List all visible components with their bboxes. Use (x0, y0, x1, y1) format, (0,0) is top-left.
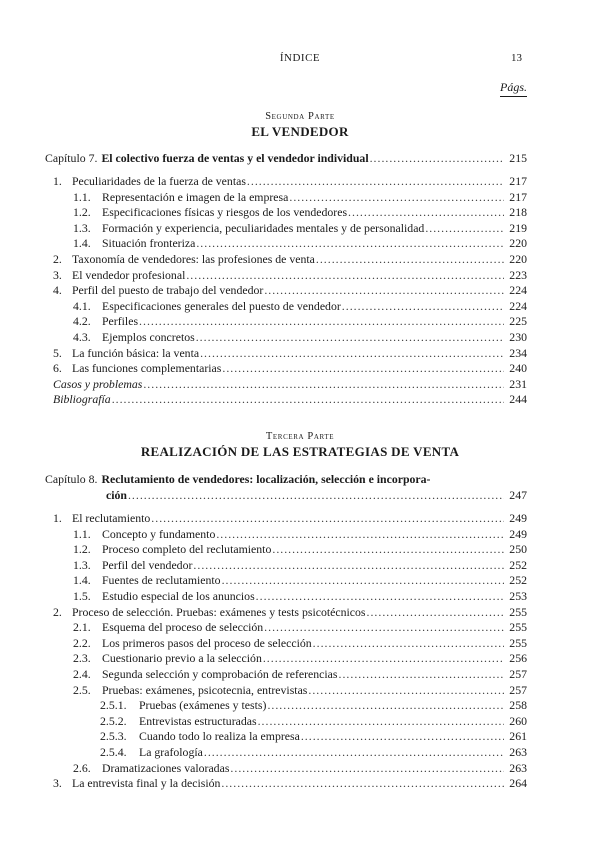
entry-number: 1.3. (73, 557, 91, 572)
entry-page: 224 (509, 298, 527, 313)
entry-page: 223 (509, 267, 527, 282)
dot-leader (313, 636, 504, 651)
entry-page: 220 (509, 252, 527, 266)
chapter-title: El colectivo fuerza de ventas y el vendedor individual (101, 151, 369, 165)
entry-page: 230 (509, 330, 527, 344)
entry-title: Especificaciones físicas y riesgos de los vendedores (102, 205, 348, 220)
dot-leader (222, 573, 504, 588)
chapter-page: 215 (509, 151, 527, 165)
dot-leader (200, 346, 504, 361)
entry-number: 2. (53, 604, 62, 619)
entry-title: Esquema del proceso de selección (102, 620, 264, 635)
entry-page: 249 (509, 511, 527, 525)
toc-entry[interactable] (53, 174, 527, 189)
entry-title: Taxonomía de vendedores: las profesiones de venta (72, 252, 315, 266)
entry-number: 1. (53, 511, 62, 525)
toc-entry[interactable] (53, 605, 527, 620)
toc-entry[interactable] (53, 511, 527, 526)
dot-leader (193, 558, 504, 573)
toc-entry[interactable] (73, 651, 527, 666)
toc-entry[interactable] (53, 268, 527, 283)
entry-page: 255 (509, 620, 527, 635)
dot-leader (196, 236, 504, 251)
entry-page: 252 (509, 573, 527, 588)
dot-leader (230, 761, 504, 776)
entry-page: 253 (509, 589, 527, 603)
dot-leader (139, 314, 504, 329)
toc-entry[interactable] (73, 573, 527, 588)
dot-leader (143, 377, 504, 392)
toc-entry[interactable] (73, 683, 527, 698)
entry-number: 5. (53, 345, 62, 360)
toc-entry[interactable] (53, 283, 527, 298)
part-title: REALIZACIÓN DE LAS ESTRATEGIAS DE VENTA (140, 444, 460, 459)
entry-title: La grafología (139, 745, 203, 759)
entry-page: 250 (509, 542, 527, 557)
entry-page: 218 (509, 205, 527, 220)
entry-number: 1.1. (73, 189, 91, 204)
entry-page: 263 (509, 745, 527, 759)
dot-leader (342, 299, 504, 314)
entry-title: Perfiles (102, 314, 139, 329)
chapter-title: Reclutamiento de vendedores: localización, selección e incorpora- (101, 472, 431, 486)
entry-number: 4.3. (73, 330, 91, 344)
entry-number: 2.3. (73, 651, 91, 666)
entry-number: 2.5. (73, 682, 91, 697)
toc-entry[interactable] (53, 252, 527, 267)
toc-entry[interactable] (100, 698, 527, 713)
entry-number: 1.4. (73, 573, 91, 588)
entry-page: 252 (509, 557, 527, 572)
entry-number: 2.5.4. (100, 745, 127, 759)
entry-page: 257 (509, 667, 527, 681)
entry-number: 6. (53, 361, 62, 376)
dot-leader (247, 174, 504, 189)
entry-title: Concepto y fundamento (102, 526, 216, 541)
toc-entry[interactable] (73, 527, 527, 542)
chapter-entry[interactable] (45, 151, 527, 166)
entry-page: 224 (509, 283, 527, 298)
entry-title: Representación e imagen de la empresa (102, 189, 289, 204)
toc-entry[interactable] (73, 761, 527, 776)
entry-page: 217 (509, 189, 527, 204)
part-label: Segunda Parte (265, 111, 335, 122)
entry-page: 255 (509, 635, 527, 650)
entry-title: Cuando todo lo realiza la empresa (139, 729, 300, 744)
chapter-prefix: Capítulo 8. (45, 472, 98, 486)
dot-leader (128, 488, 504, 503)
entry-page: 220 (509, 236, 527, 251)
dot-leader (186, 268, 504, 283)
entry-page: 256 (509, 651, 527, 666)
entry-page: 225 (509, 314, 527, 329)
entry-page: 255 (509, 604, 527, 619)
part-label: Tercera Parte (265, 431, 335, 442)
entry-number: 2. (53, 252, 62, 266)
toc-entry[interactable] (100, 729, 527, 744)
toc-entry[interactable] (73, 330, 527, 345)
entry-title: Cuestionario previo a la selección (102, 651, 262, 666)
entry-number: 3. (53, 776, 62, 791)
chapter-entry-line1[interactable] (45, 472, 430, 487)
dot-leader (339, 667, 504, 682)
part-title: EL VENDEDOR (251, 124, 349, 139)
dot-leader (367, 605, 504, 620)
dot-leader (256, 589, 504, 604)
entry-number: 1.4. (73, 236, 91, 251)
running-header-title: ÍNDICE (279, 52, 321, 64)
toc-entry[interactable] (73, 190, 527, 205)
chapter-title-cont: ción (106, 488, 127, 502)
entry-page: 249 (509, 526, 527, 541)
dot-leader (425, 221, 504, 236)
entry-number: 4.1. (73, 298, 91, 313)
chapter-entry-line2[interactable] (106, 488, 527, 503)
dot-leader (204, 745, 504, 760)
toc-entry[interactable] (73, 299, 527, 314)
dot-leader (264, 283, 504, 298)
dot-leader (264, 620, 504, 635)
toc-entry[interactable] (73, 314, 527, 329)
entry-title: Peculiaridades de la fuerza de ventas (72, 174, 246, 188)
toc-entry[interactable] (53, 392, 527, 407)
entry-page: 240 (509, 361, 527, 376)
entry-number: 1. (53, 174, 62, 188)
entry-number: 3. (53, 267, 62, 282)
entry-number: 1.3. (73, 220, 91, 235)
entry-page: 217 (509, 174, 527, 188)
toc-entry[interactable] (73, 620, 527, 635)
toc-entry[interactable] (73, 205, 527, 220)
entry-title: Perfil del vendedor (102, 557, 193, 572)
entry-title: Estudio especial de los anuncios (102, 589, 255, 603)
entry-page: 258 (509, 698, 527, 713)
entry-page: 219 (509, 220, 527, 235)
entry-title: Formación y experiencia, peculiaridades mentales y de personalidad (102, 220, 425, 235)
dot-leader (263, 651, 504, 666)
dot-leader (301, 729, 504, 744)
dot-leader (348, 205, 504, 220)
dot-leader (196, 330, 504, 345)
toc-entry[interactable] (73, 589, 527, 604)
dot-leader (308, 683, 504, 698)
entry-page: 264 (509, 776, 527, 791)
entry-title: Fuentes de reclutamiento (102, 573, 221, 588)
entry-number: 2.5.1. (100, 698, 127, 713)
entry-page: 261 (509, 729, 527, 744)
entry-number: 1.5. (73, 589, 91, 603)
entry-title: Proceso de selección. Pruebas: exámenes y tests psicotécnicos (72, 604, 366, 619)
dot-leader (272, 542, 504, 557)
page-number: 13 (511, 52, 522, 64)
dot-leader (267, 698, 504, 713)
entry-title: Proceso completo del reclutamiento (102, 542, 272, 557)
entry-page: 234 (509, 345, 527, 360)
toc-entry[interactable] (73, 558, 527, 573)
entry-page: 260 (509, 713, 527, 728)
toc-entry[interactable] (73, 236, 527, 251)
entry-title: Ejemplos concretos (102, 330, 195, 344)
toc-entry[interactable] (73, 221, 527, 236)
toc-entry[interactable] (53, 776, 527, 791)
entry-title: Situación fronteriza (102, 236, 196, 251)
entry-title: La función básica: la venta (72, 345, 200, 360)
entry-number: 2.4. (73, 667, 91, 681)
entry-title: Segunda selección y comprobación de referencias (102, 667, 338, 681)
entry-page: 263 (509, 760, 527, 775)
entry-title: Pruebas (exámenes y tests) (139, 698, 267, 713)
dot-leader (216, 527, 504, 542)
chapter-page: 247 (509, 488, 527, 502)
entry-number: 2.1. (73, 620, 91, 635)
dot-leader (258, 714, 504, 729)
dot-leader (316, 252, 504, 267)
entry-page: 257 (509, 682, 527, 697)
entry-title: Perfil del puesto de trabajo del vendedor (72, 283, 264, 298)
dot-leader (370, 151, 504, 166)
toc-entry[interactable] (100, 745, 527, 760)
toc-entry[interactable] (73, 667, 527, 682)
entry-number: 1.1. (73, 526, 91, 541)
toc-entry[interactable] (100, 714, 527, 729)
entry-title: Dramatizaciones valoradas (102, 760, 230, 775)
dot-leader (112, 392, 504, 407)
entry-title: Pruebas: exámenes, psicotecnia, entrevistas (102, 682, 308, 697)
toc-entry[interactable] (53, 377, 527, 392)
dot-leader (151, 511, 504, 526)
toc-entry[interactable] (53, 346, 527, 361)
entry-number: 4. (53, 283, 62, 298)
entry-title: Casos y problemas (53, 376, 143, 391)
entry-number: 2.5.3. (100, 729, 127, 744)
entry-number: 2.2. (73, 635, 91, 650)
entry-number: 2.6. (73, 760, 91, 775)
entry-title: Entrevistas estructuradas (139, 713, 257, 728)
entry-title: Bibliografía (53, 392, 111, 407)
pages-column-label: Págs. (500, 80, 527, 97)
entry-number: 1.2. (73, 542, 91, 557)
entry-title: Las funciones complementarias (72, 361, 222, 376)
entry-number: 4.2. (73, 314, 91, 329)
entry-title: El vendedor profesional (72, 267, 186, 282)
entry-title: El reclutamiento (72, 511, 151, 525)
toc-entry[interactable] (73, 542, 527, 557)
toc-entry[interactable] (73, 636, 527, 651)
chapter-prefix: Capítulo 7. (45, 151, 98, 165)
entry-title: Especificaciones generales del puesto de vendedor (102, 298, 341, 313)
entry-number: 2.5.2. (100, 713, 127, 728)
entry-page: 244 (509, 392, 527, 407)
entry-title: Los primeros pasos del proceso de selección (102, 635, 312, 650)
dot-leader (222, 361, 504, 376)
entry-page: 231 (509, 376, 527, 391)
dot-leader (221, 776, 504, 791)
dot-leader (289, 190, 504, 205)
entry-number: 1.2. (73, 205, 91, 220)
toc-entry[interactable] (53, 361, 527, 376)
entry-title: La entrevista final y la decisión (72, 776, 221, 791)
